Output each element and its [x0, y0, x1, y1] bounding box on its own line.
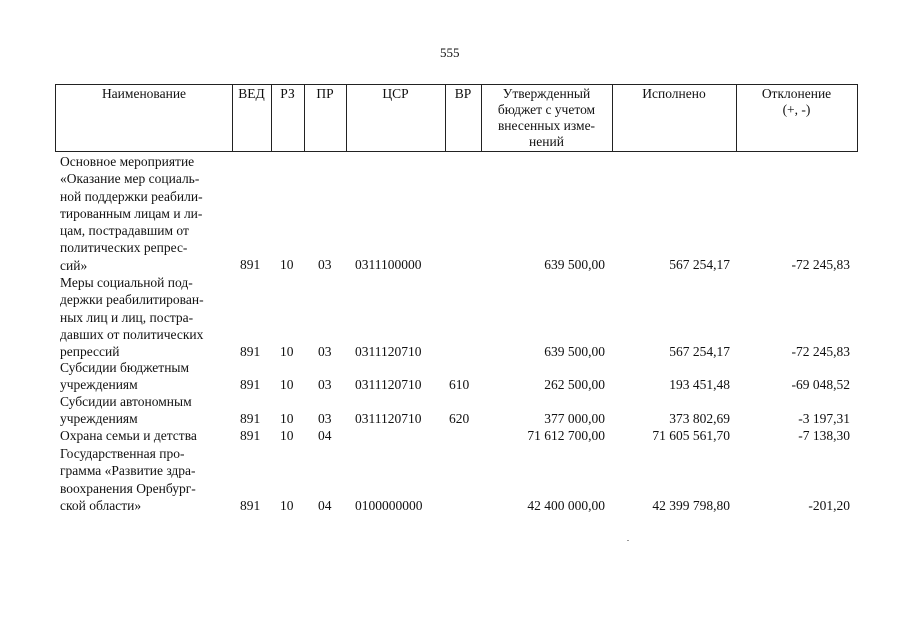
row-name-line: цам, пострадавшим от	[60, 223, 189, 239]
row-name	[60, 274, 240, 360]
cell-executed: 567 254,17	[669, 257, 730, 272]
page-number: 555	[440, 45, 460, 60]
cell-rz: 10	[280, 257, 294, 272]
cell-ved: 891	[240, 428, 261, 443]
cell-pr: 03	[318, 411, 332, 426]
header-rz: РЗ	[280, 86, 295, 101]
table-row	[0, 153, 905, 274]
row-name-line: Охрана семьи и детства	[60, 428, 197, 443]
row-name-line: репрессий	[60, 344, 120, 360]
row-name-line: воохранения Оренбург-	[60, 480, 196, 496]
row-name-line: ской области»	[60, 497, 142, 513]
cell-pr: 03	[318, 377, 332, 392]
row-name-line: политических репрес-	[60, 240, 188, 256]
header-name: Наименование	[101, 86, 187, 101]
cell-executed: 71 605 561,70	[652, 428, 730, 443]
cell-csr: 0311100000	[355, 257, 422, 272]
cell-pr: 04	[318, 428, 332, 443]
cell-deviation: -201,20	[808, 498, 850, 513]
table-row	[0, 427, 905, 445]
row-name-line: Основное мероприятие	[60, 154, 195, 169]
cell-rz: 10	[280, 428, 294, 443]
cell-deviation: -72 245,83	[791, 257, 850, 272]
cell-rz: 10	[280, 377, 294, 392]
cell-executed: 193 451,48	[669, 377, 730, 392]
header-executed: Исполнено	[642, 86, 706, 101]
scan-speck	[627, 540, 629, 541]
cell-ved: 891	[240, 498, 261, 513]
cell-csr: 0311120710	[355, 411, 422, 426]
header-pr: ПР	[316, 86, 334, 101]
cell-ved: 891	[240, 411, 261, 426]
cell-approved: 71 612 700,00	[527, 428, 605, 443]
row-name-line: держки реабилитирован-	[60, 292, 204, 308]
cell-vr: 620	[449, 411, 470, 426]
row-name-line: тированным лицам и ли-	[60, 205, 203, 221]
table-header	[55, 84, 858, 152]
header-vr: ВР	[454, 86, 472, 101]
cell-deviation: -7 138,30	[798, 428, 850, 443]
cell-ved: 891	[240, 344, 261, 359]
row-name	[60, 359, 240, 394]
row-name-line: Субсидии бюджетным	[60, 360, 190, 375]
row-name-line: давших от политических	[60, 326, 204, 342]
cell-pr: 04	[318, 498, 332, 513]
row-name-line: «Оказание мер социаль-	[60, 171, 200, 187]
header-approved-line: Утвержденный	[502, 86, 591, 101]
cell-rz: 10	[280, 411, 294, 426]
cell-csr: 0311120710	[355, 377, 422, 392]
header-approved	[481, 86, 612, 150]
table-row	[0, 445, 905, 515]
cell-deviation: -69 048,52	[791, 377, 850, 392]
cell-deviation: -3 197,31	[798, 411, 850, 426]
table-row	[0, 359, 905, 394]
header-deviation-line: (+, -)	[782, 102, 811, 117]
cell-approved: 377 000,00	[544, 411, 605, 426]
row-name-line: учреждениям	[60, 411, 138, 427]
row-name-line: Государственная про-	[60, 446, 185, 461]
row-name-line: сий»	[60, 257, 88, 273]
header-approved-line: внесенных изме-	[497, 118, 596, 133]
header-ved: ВЕД	[238, 86, 265, 101]
row-name-line: Субсидии автономным	[60, 394, 192, 409]
header-approved-line: нений	[529, 134, 564, 149]
cell-deviation: -72 245,83	[791, 344, 850, 359]
header-deviation	[736, 86, 857, 118]
cell-pr: 03	[318, 257, 332, 272]
cell-executed: 373 802,69	[669, 411, 730, 426]
cell-approved: 262 500,00	[544, 377, 605, 392]
cell-ved: 891	[240, 257, 261, 272]
header-approved-line: бюджет с учетом	[497, 102, 596, 117]
row-name	[60, 427, 240, 444]
table-row	[0, 274, 905, 361]
cell-ved: 891	[240, 377, 261, 392]
cell-executed: 567 254,17	[669, 344, 730, 359]
table-row	[0, 393, 905, 428]
header-csr: ЦСР	[382, 86, 409, 101]
cell-approved: 42 400 000,00	[527, 498, 605, 513]
row-name	[60, 445, 240, 514]
row-name	[60, 153, 240, 274]
cell-approved: 639 500,00	[544, 344, 605, 359]
row-name-line: грамма «Развитие здра-	[60, 463, 196, 479]
row-name-line: ной поддержки реабили-	[60, 188, 203, 204]
row-name	[60, 393, 240, 428]
cell-rz: 10	[280, 344, 294, 359]
row-name-line: ных лиц и лиц, постра-	[60, 309, 194, 325]
cell-rz: 10	[280, 498, 294, 513]
row-name-line: учреждениям	[60, 377, 138, 393]
cell-executed: 42 399 798,80	[652, 498, 730, 513]
cell-vr: 610	[449, 377, 470, 392]
header-deviation-line: Отклонение	[761, 86, 832, 101]
cell-approved: 639 500,00	[544, 257, 605, 272]
row-name-line: Меры социальной под-	[60, 275, 193, 290]
cell-csr: 0100000000	[355, 498, 423, 513]
cell-pr: 03	[318, 344, 332, 359]
cell-csr: 0311120710	[355, 344, 422, 359]
